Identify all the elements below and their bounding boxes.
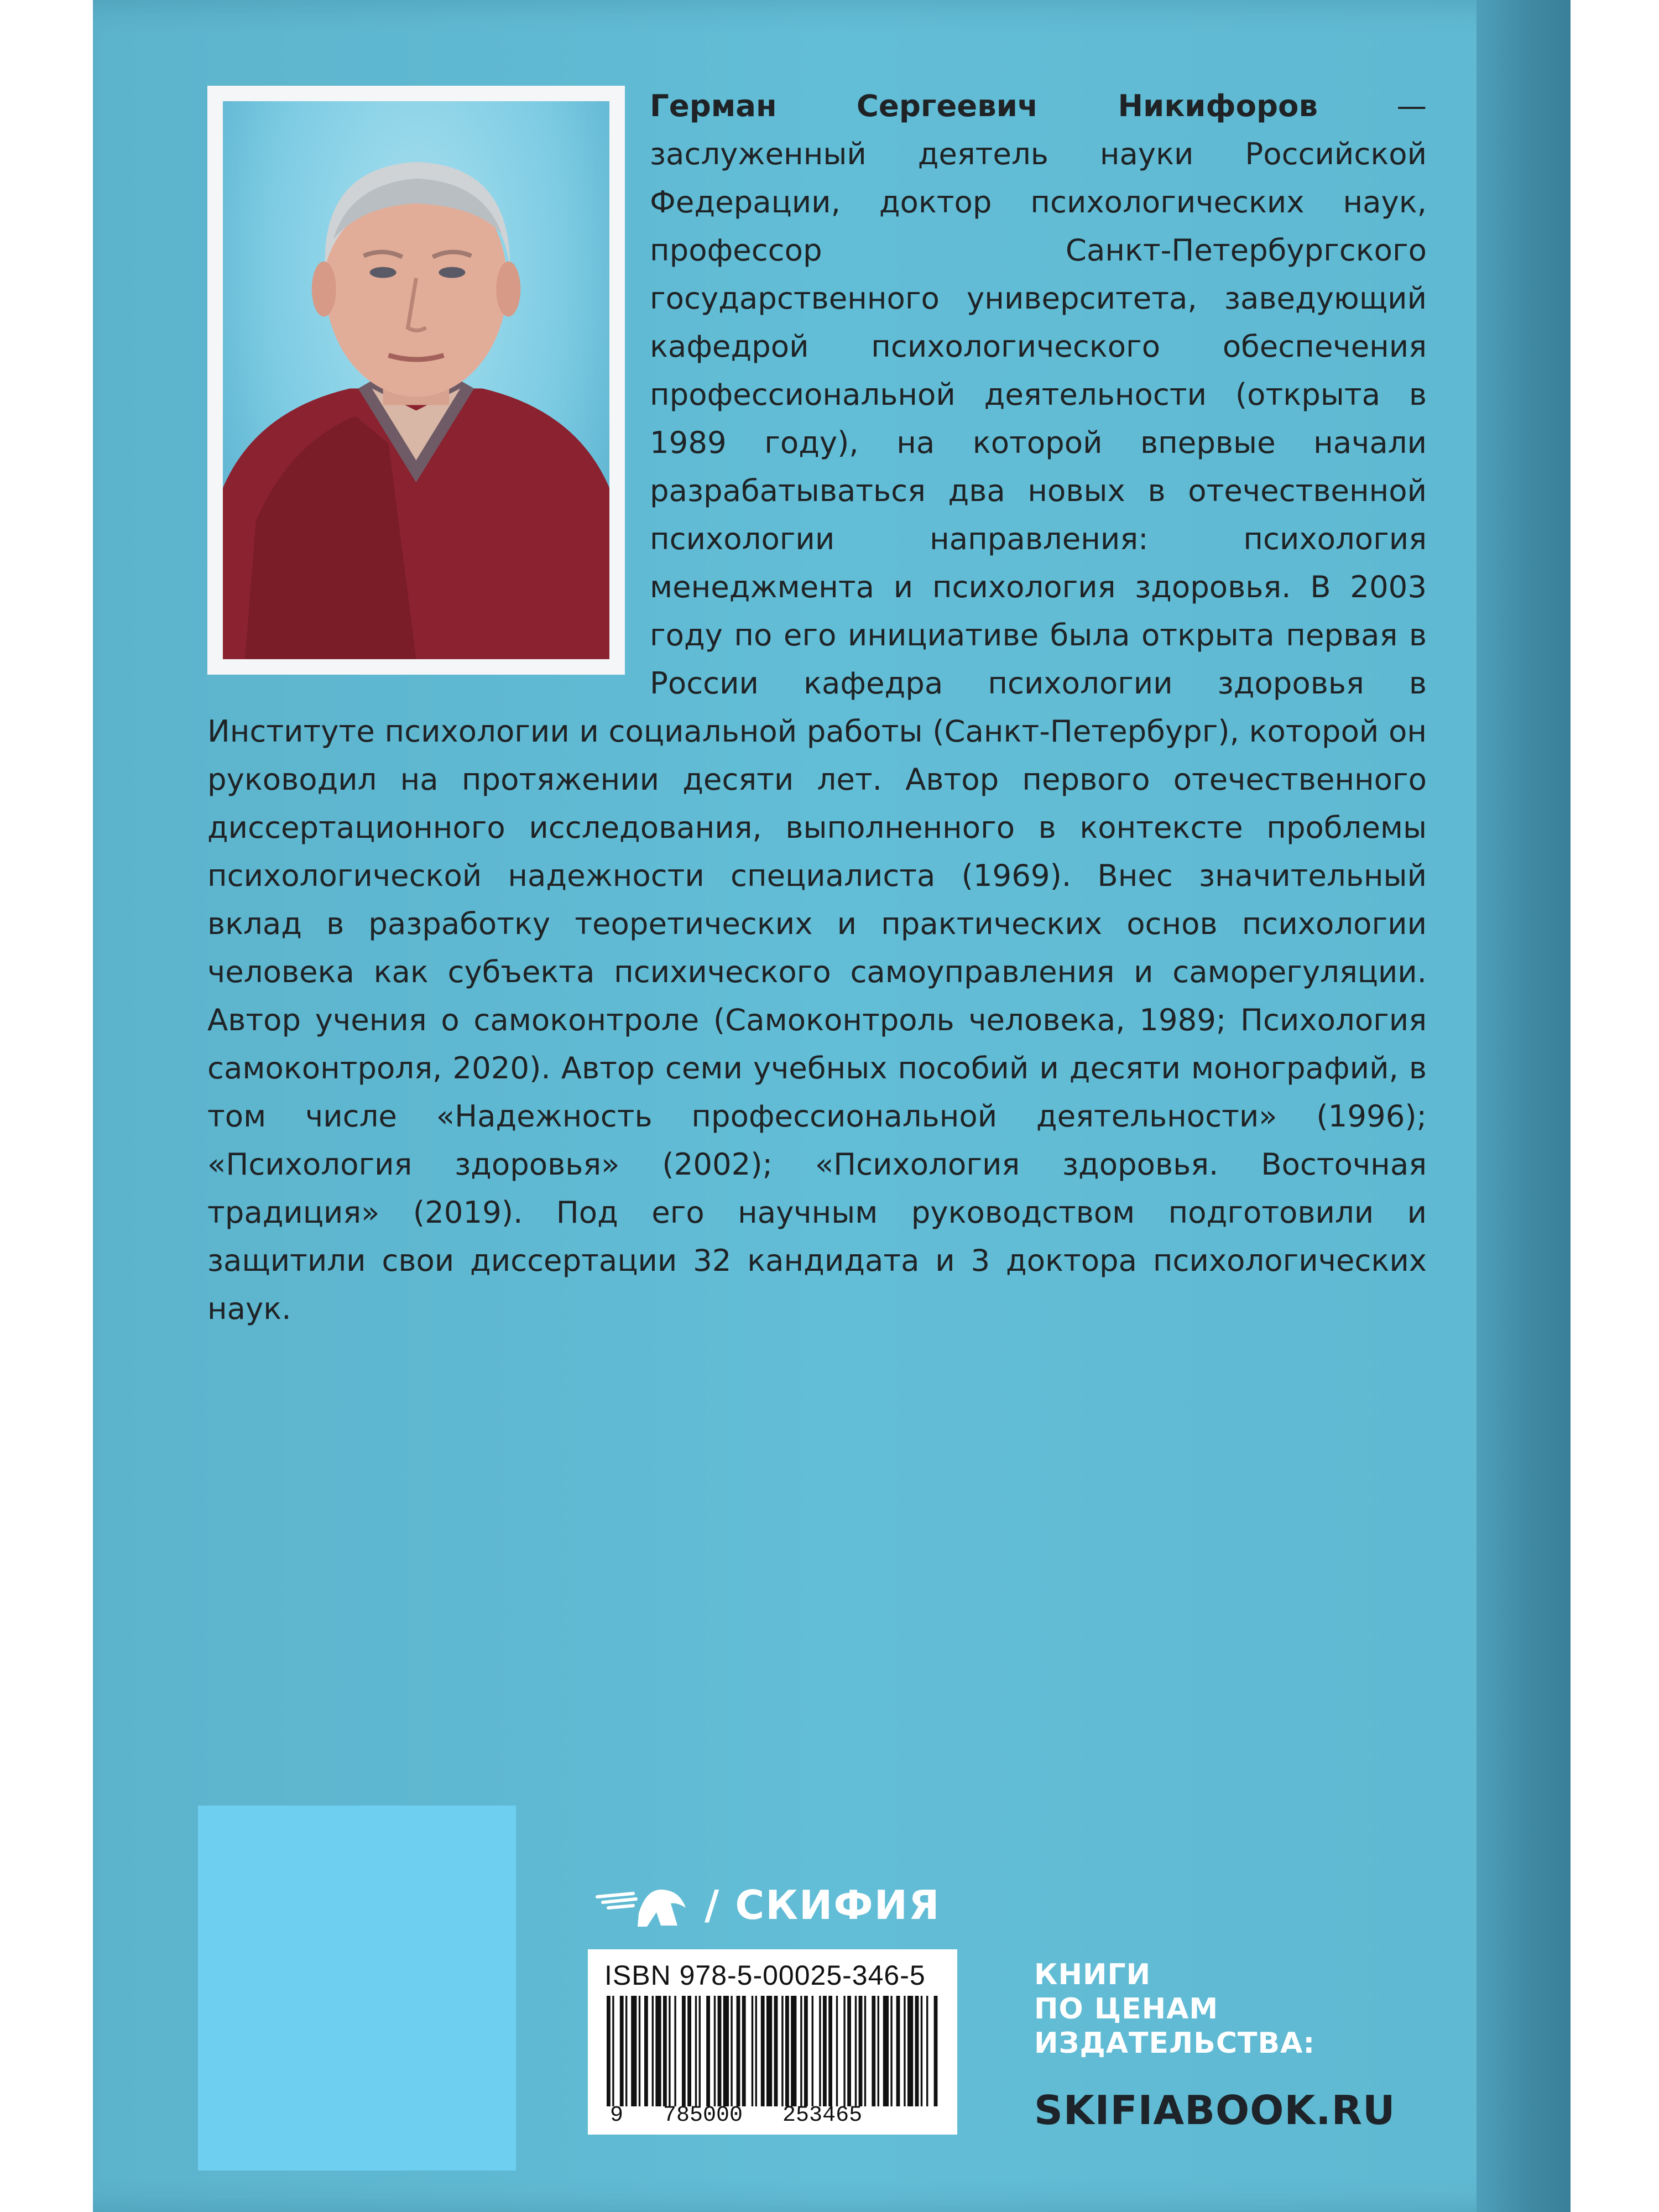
barcode-bar (761, 1996, 765, 2106)
barcode-bar (836, 1996, 838, 2106)
barcode-bar (766, 1996, 772, 2106)
barcode-bar (669, 1996, 670, 2106)
barcode-bar (625, 1996, 627, 2106)
author-photo (223, 101, 609, 659)
barcode-bar (878, 1996, 879, 2106)
barcode-bar (823, 1996, 827, 2106)
promo-block (1034, 1958, 1395, 2133)
barcode-bar (620, 1996, 624, 2106)
barcode-bar (812, 1996, 813, 2106)
barcode-bar (921, 1996, 922, 2106)
barcode-bar (695, 1996, 697, 2106)
barcode-bar (904, 1996, 905, 2106)
barcode-bar (785, 1996, 789, 2106)
isbn-label: ISBN 978-5-00025-346-5 (604, 1960, 926, 1991)
publisher-name: / СКИФИЯ (705, 1882, 941, 1928)
barcode-bars (604, 1996, 941, 2106)
barcode-bar (855, 1996, 857, 2106)
barcode-bar (631, 1996, 637, 2106)
barcode-bar (718, 1996, 722, 2106)
barcode-bar (915, 1996, 919, 2106)
barcode-bar (752, 1996, 753, 2106)
barcode-bar (639, 1996, 640, 2106)
barcode-bar (706, 1996, 710, 2106)
barcode-bar (800, 1996, 802, 2106)
barcode-bar (607, 1996, 611, 2106)
barcode-bar (699, 1996, 701, 2106)
barcode-bar (755, 1996, 757, 2106)
isbn-barcode (588, 1949, 957, 2135)
barcode-bar (883, 1996, 889, 2106)
barcode-bar (907, 1996, 913, 2106)
barcode-bar (723, 1996, 729, 2106)
barcode-bar (612, 1996, 614, 2106)
skifia-horse-logo-icon (594, 1880, 691, 1930)
barcode-bar (890, 1996, 892, 2106)
publisher-logo (594, 1880, 940, 1930)
barcode-bar (663, 1996, 667, 2106)
barcode-bar (872, 1996, 875, 2106)
barcode-bar (934, 1996, 938, 2106)
barcode-bar (644, 1996, 648, 2106)
barcode-bar (859, 1996, 863, 2106)
barcode-bar (843, 1996, 845, 2106)
barcode-bar (737, 1996, 740, 2106)
barcode-bar (742, 1996, 746, 2106)
barcode-bar (781, 1996, 783, 2106)
barcode-bar (819, 1996, 821, 2106)
barcode-bar (847, 1996, 851, 2106)
author-photo-frame (207, 86, 625, 675)
barcode-bar (674, 1996, 676, 2106)
barcode-bar (655, 1996, 661, 2106)
barcode-bar (791, 1996, 796, 2106)
barcode-bar (926, 1996, 928, 2106)
barcode-digits: 9 785000 253465 (610, 2103, 863, 2128)
promo-line-3: ИЗДАТЕЛЬСТВА: (1034, 2027, 1316, 2060)
barcode-bar (774, 1996, 778, 2106)
barcode-bar (652, 1996, 654, 2106)
author-portrait-image (223, 101, 609, 659)
barcode-bar (864, 1996, 866, 2106)
barcode-bar (731, 1996, 732, 2106)
promo-line-2: ПО ЦЕНАМ (1034, 1992, 1219, 2026)
label-patch (198, 1806, 516, 2171)
barcode-bar (804, 1996, 808, 2106)
barcode-bar (687, 1996, 691, 2106)
spine-edge (1477, 0, 1571, 2212)
barcode-bar (896, 1996, 900, 2106)
promo-line-1: КНИГИ (1034, 1958, 1151, 1991)
author-name: Герман Сергеевич Никифоров (650, 88, 1318, 123)
barcode-bar (714, 1996, 716, 2106)
barcode-bar (682, 1996, 686, 2106)
promo-website[interactable]: SKIFIABOOK.RU (1034, 2087, 1396, 2133)
author-bio-text: — заслуженный деятель науки Российской Федерации, доктор психологических наук, профессор Санкт-Петербургского государственного университета, заведующий кафедрой психологического обеспечения профессиональной деятельности (открыта в 1989 году), на которой впервые начали разрабатываться два новых в отечественной психологии направления: психология менеджмента и психология здоровья. В 2003 году по его инициативе была открыта первая в России кафедра психологии здоровья в Институте психологии и социальной работы (Санкт-Петербург), которой он руководил на протяжении десяти лет. Автор первого отечественного диссертационного исследования, выполненного в контексте проблемы психологической надежности специалиста (1969). Внес значительный вклад в разработку теоретических и практических основ психологии человека как субъекта психического самоуправления и саморегуляции. Автор учения о самоконтроле (Самоконтроль человека, 1989; Психология самоконтроля, 2020). Автор семи учебных пособий и десяти монографий, в том числе «Надежность профессиональной деятельности» (1996); «Психология здоровья» (2002); «Психология здоровья. Восточная традиция» (2019). Под его научным руководством подготовили и защитили свои диссертации 32 кандидата и 3 доктора психологических наук. (207, 88, 1427, 1326)
barcode-bar (828, 1996, 832, 2106)
